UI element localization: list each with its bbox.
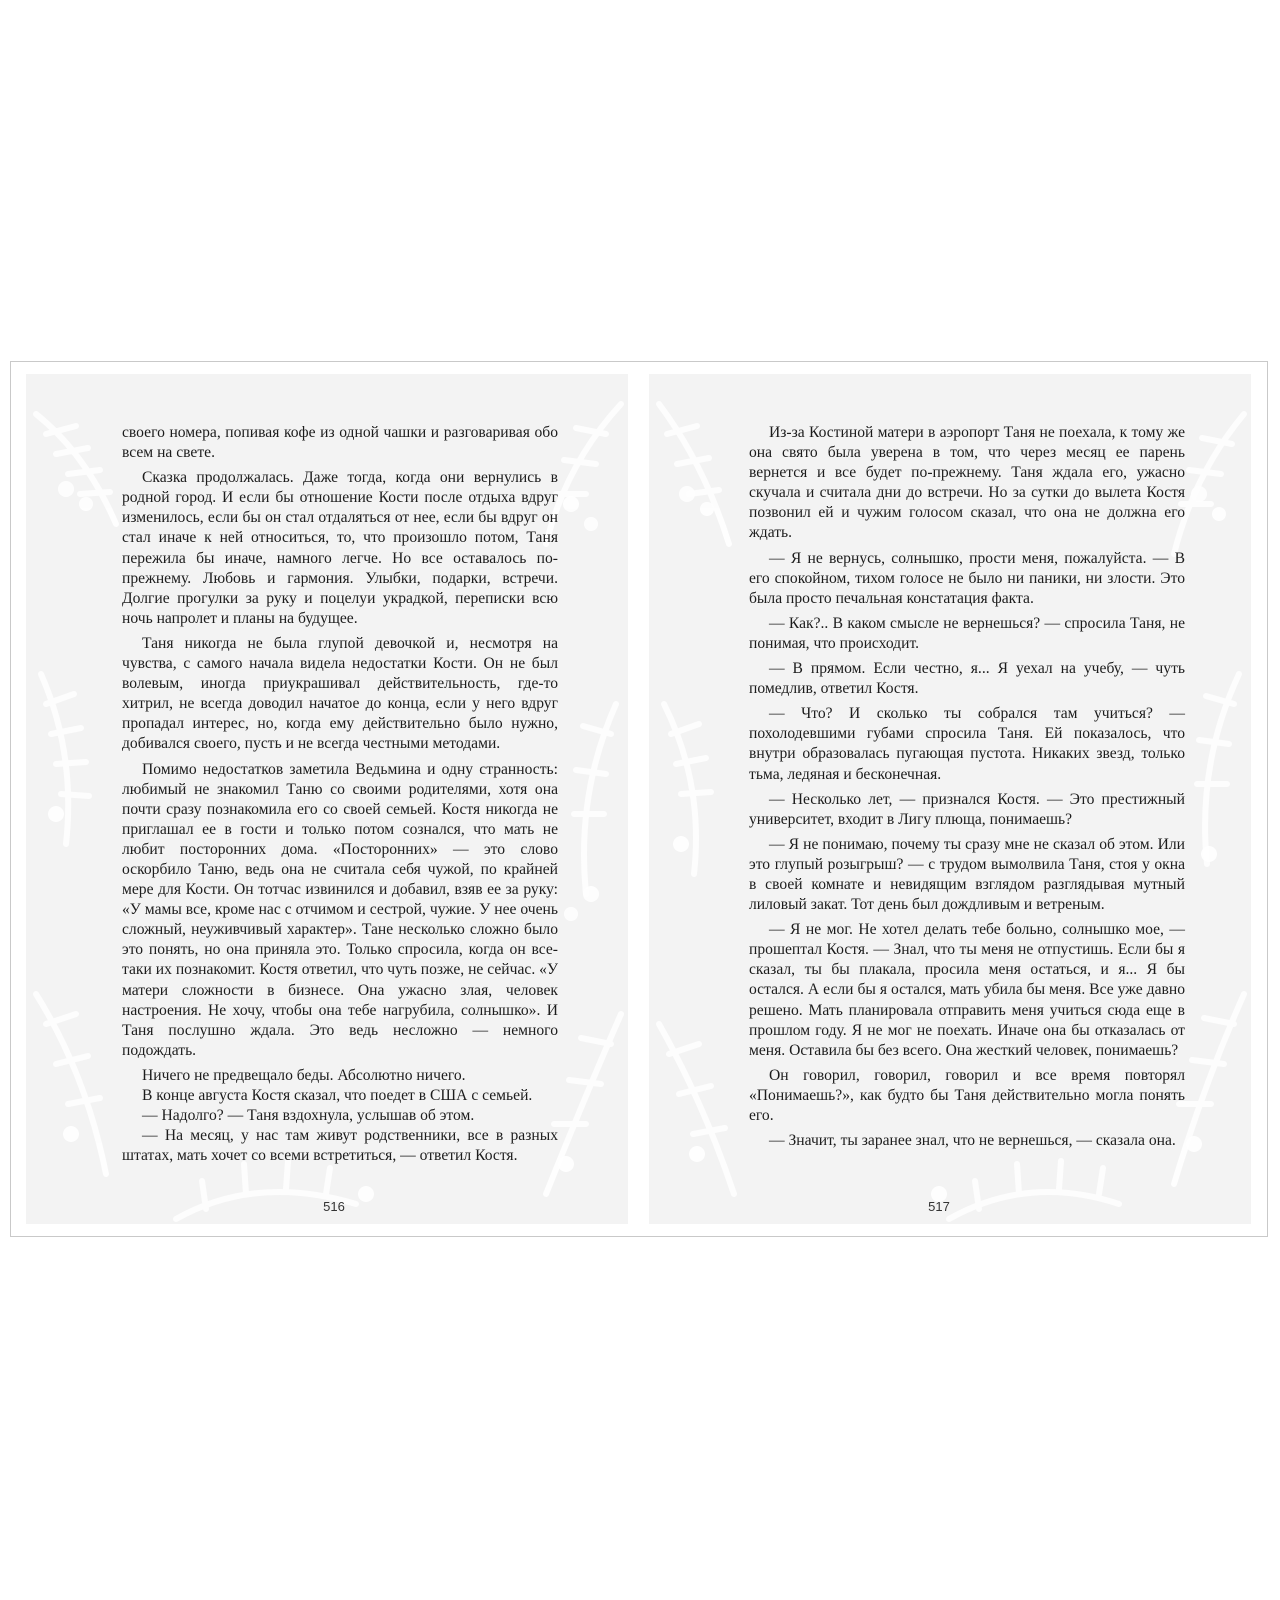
paragraph: — Как?.. В каком смысле не вернешься? — спросила Таня, не понимая, что происходит. — [749, 614, 1185, 652]
paragraph: — Я не понимаю, почему ты сразу мне не сказал об этом. Или это глупый розыгрыш? — с трудом вымолвила Таня, стоя у окна в своей комнате и невидящим взглядом разглядывая мутный лиловый закат. Тот день был дождливым и ветреным. — [749, 835, 1185, 914]
paragraph: — На месяц, у нас там живут родственники, все в разных штатах, мать хочет со всеми встретиться, — ответил Костя. — [122, 1127, 558, 1165]
paragraph: Помимо недостатков заметила Ведьмина и одну странность: любимый не знакомил Таню со своими родителями, хотя она почти сразу познакомила его со своей семьей. Костя никогда не приглашал ее в гости и только потом сознался, что мать не любит посторонних дома. «Посторонних» — это слово оскорбило Таню, ведь она не считала себя чужой, по крайней мере для Кости. Он тотчас извинился и добавил, взяв ее за руку: «У мамы все, кроме нас с отчимом и сестрой, чужие. У нее очень сложный, неуживчивый характер». Тане несколько сложно было это понять, но она приняла это. Только спросила, когда он все-таки их познакомит. Костя ответил, что чуть позже, не сейчас. «У матери сложности в бизнесе. Она ужасно злая, человек настроения. Не хочу, чтобы она тебе нагрубила, солнышко». И Таня послушно ждала. Это ведь несложно — немного подождать. — [122, 760, 558, 1059]
paragraph: — Я не мог. Не хотел делать тебе больно, солнышко мое, — прошептал Костя. — Знал, что ты меня не отпустишь. Если бы я сказал, ты бы плакала, просила меня остаться, и я... Я бы остался. А если бы я остался, мать убила бы меня. Все уже давно решено. Мать планировала отправить меня учиться сюда еще в прошлом году. Я не мог не поехать. Иначе она бы отказалась от меня. Оставила бы без всего. Она жесткий человек, понимаешь? — [749, 921, 1185, 1059]
page-number: 517 — [928, 1199, 950, 1214]
paragraph: В конце августа Костя сказал, что поедет в США с семьей. — [142, 1087, 533, 1104]
paragraph: — Значит, ты заранее знал, что не вернешься, — сказала она. — [769, 1132, 1176, 1150]
paragraph: Таня никогда не была глупой девочкой и, несмотря на чувства, с самого начала видела недостатки Кости. Он не был волевым, иногда приукрашивал действительность, где-то хитрил, не всегда доводил начатое до конца, если у него вдруг пропадал интерес, но, когда ему действительно было нужно, добивался своего, пусть и не всегда честными методами. — [122, 634, 558, 753]
paragraph: — Я не вернусь, солнышко, прости меня, пожалуйста. — В его спокойном, тихом голосе не было ни паники, ни злости. Это была просто печальная констатация факта. — [749, 549, 1185, 607]
paragraph: — Надолго? — Таня вздохнула, услышав об этом. — [142, 1107, 475, 1125]
right-page — [649, 374, 1251, 1224]
left-page-text — [122, 423, 558, 1166]
paragraph: Сказка продолжалась. Даже тогда, когда они вернулись в родной город. И если бы отношение Кости после отдыха вдруг изменилось, если бы он стал отдаляться от нее, если бы вдруг он стал иначе к ней относиться, то, что произошло потом, Таня пережила бы иначе, намного легче. Но все оставалось по-прежнему. Любовь и гармония. Улыбки, подарки, встречи. Долгие прогулки за руку и поцелуи украдкой, переписки всю ночь напролет и планы на будущее. — [122, 469, 558, 627]
left-page — [26, 374, 628, 1224]
right-page-text — [749, 423, 1185, 1156]
paragraph: Он говорил, говорил, говорил и все время повторял «Понимаешь?», как будто бы Таня действительно могла понять его. — [749, 1066, 1185, 1124]
page-number: 516 — [323, 1199, 345, 1214]
book-spread — [10, 361, 1268, 1237]
paragraph: — Несколько лет, — признался Костя. — Это престижный университет, входит в Лигу плюща, понимаешь? — [749, 790, 1185, 828]
paragraph: — В прямом. Если честно, я... Я уехал на учебу, — чуть помедлив, ответил Костя. — [749, 660, 1185, 698]
paragraph: своего номера, попивая кофе из одной чашки и разговаривая обо всем на свете. — [122, 424, 558, 462]
paragraph: Из-за Костиной матери в аэропорт Таня не поехала, к тому же она свято была уверена в том, что через месяц ее парень вернется и все будет по-прежнему. Таня ждала его, ужасно скучала и считала дни до встречи. Но за сутки до вылета Костя позвонил ей и чужим голосом сказал, что она не должна его ждать. — [749, 424, 1185, 542]
paragraph: — Что? И сколько ты собрался там учиться? — похолодевшими губами спросила Таня. Ей показалось, что внутри образовалась пугающая пустота. Никаких звезд, только тьма, ледяная и бесконечная. — [749, 705, 1185, 783]
paragraph: Ничего не предвещало беды. Абсолютно ничего. — [142, 1066, 466, 1084]
